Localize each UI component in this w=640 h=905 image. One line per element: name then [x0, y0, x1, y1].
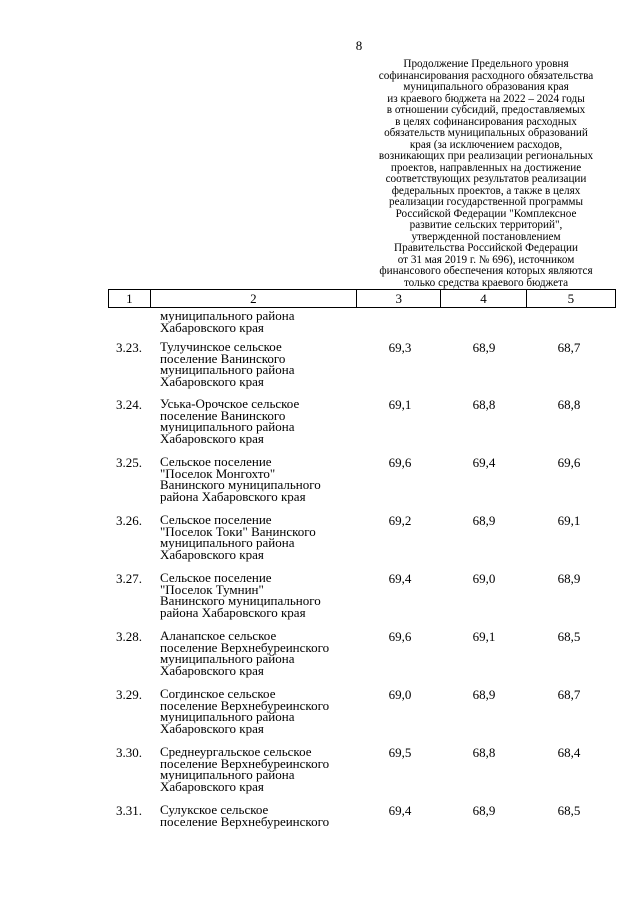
- name-line: "Поселок Монгохто": [160, 465, 276, 481]
- name-line: Хабаровского края: [160, 662, 264, 678]
- value-v3: 69,6: [388, 455, 412, 470]
- settlement-name: [160, 688, 329, 734]
- heading-line: реализации государственной программы: [389, 196, 583, 208]
- heading-line: софинансирования расходного обязательства: [378, 69, 594, 82]
- value-v5: 68,5: [557, 629, 581, 644]
- name-line: поселение Верхнебуреинского: [160, 639, 330, 655]
- table-header-row: [108, 289, 616, 308]
- page-number: 8: [355, 38, 363, 53]
- name-line: поселение Ванинского: [160, 407, 286, 423]
- value-v3: 69,4: [388, 571, 412, 586]
- name-line: Сельское поселение: [160, 512, 272, 527]
- heading-line: утвержденной постановлением: [411, 230, 561, 243]
- table-body: [108, 310, 616, 333]
- name-line: Тулучинское сельское: [160, 339, 282, 354]
- name-line: "Поселок Токи" Ванинского: [160, 523, 316, 539]
- row-number: 3.29.: [116, 687, 142, 702]
- heading-line: края (за исключением расходов,: [409, 138, 563, 151]
- heading-line: Продолжение Предельного уровня: [403, 58, 569, 70]
- value-v3: 69,2: [388, 513, 412, 528]
- settlement-name: [160, 456, 321, 502]
- value-v5: 69,1: [557, 513, 581, 528]
- table-heading: [355, 59, 617, 289]
- name-line: Среднеургальское сельское: [160, 744, 312, 759]
- name-line: поселение Верхнебуреинского: [160, 813, 330, 829]
- name-line: Ванинского муниципального: [160, 593, 321, 608]
- name-line: муниципального района: [160, 419, 295, 434]
- heading-line: Правительства Российской Федерации: [394, 242, 578, 254]
- value-v3: 69,5: [388, 745, 412, 760]
- name-line: муниципального района: [160, 535, 295, 550]
- name-line: Хабаровского края: [160, 373, 264, 389]
- value-v4: 69,1: [472, 629, 496, 644]
- continued-row-name: [160, 310, 616, 333]
- value-v4: 68,8: [472, 397, 496, 412]
- heading-line: Российской Федерации "Комплексное: [395, 207, 577, 220]
- value-v4: 69,0: [472, 571, 496, 586]
- column-header-5: 5: [526, 290, 615, 307]
- name-line: Уська-Орочское сельское: [160, 396, 300, 411]
- column-header-4: 4: [440, 290, 525, 307]
- heading-line: развитие сельских территорий",: [409, 219, 563, 231]
- name-line: Сельское поселение: [160, 570, 272, 585]
- value-v4: 69,4: [472, 455, 496, 470]
- heading-line: возникающих при реализации региональных: [378, 150, 594, 162]
- name-line: поселение Верхнебуреинского: [160, 755, 330, 771]
- value-v4: 68,8: [472, 745, 496, 760]
- name-line: Согдинское сельское: [160, 686, 276, 701]
- value-v4: 68,9: [472, 340, 496, 355]
- column-header-3: 3: [356, 290, 440, 307]
- settlement-name: [160, 572, 321, 618]
- value-v5: 68,7: [557, 340, 581, 355]
- name-line: Сулукское сельское: [160, 802, 269, 817]
- value-v5: 68,5: [557, 803, 581, 818]
- row-number: 3.26.: [116, 513, 142, 528]
- value-v4: 68,9: [472, 687, 496, 702]
- heading-line: в отношении субсидий, предоставляемых: [386, 104, 586, 116]
- heading-line: соответствующих результатов реализации: [385, 173, 587, 185]
- name-line: Ванинского муниципального: [160, 477, 321, 492]
- settlement-name: [160, 746, 329, 792]
- value-v5: 69,6: [557, 455, 581, 470]
- name-line: Хабаровского края: [160, 778, 264, 794]
- value-v5: 68,8: [557, 397, 581, 412]
- name-line: поселение Ванинского: [160, 350, 286, 366]
- heading-line: финансового обеспечения которых являются: [379, 265, 593, 277]
- heading-line: обязательств муниципальных образований: [384, 127, 588, 139]
- row-number: 3.27.: [116, 571, 142, 586]
- value-v3: 69,3: [388, 340, 412, 355]
- row-number: 3.24.: [116, 397, 142, 412]
- heading-line: муниципального образования края: [403, 81, 569, 93]
- name-line: Хабаровского края: [160, 430, 264, 446]
- settlement-name: [160, 514, 316, 560]
- heading-line: в целях софинансирования расходных: [395, 115, 577, 128]
- heading-line: федеральных проектов, а также в целях: [391, 184, 581, 197]
- name-line: поселение Верхнебуреинского: [160, 697, 330, 713]
- row-number: 3.28.: [116, 629, 142, 644]
- value-v5: 68,9: [557, 571, 581, 586]
- value-v3: 69,0: [388, 687, 412, 702]
- value-v3: 69,1: [388, 397, 412, 412]
- value-v4: 68,9: [472, 803, 496, 818]
- name-line: района Хабаровского края: [160, 604, 306, 620]
- row-number: 3.25.: [116, 455, 142, 470]
- column-header-2: 2: [150, 290, 356, 307]
- row-number: 3.31.: [116, 803, 142, 818]
- name-line: муниципального района: [160, 709, 295, 724]
- settlement-name: [160, 341, 294, 387]
- settlement-name: [160, 630, 329, 676]
- name-line: муниципального района: [160, 308, 295, 323]
- value-v3: 69,4: [388, 803, 412, 818]
- value-v4: 68,9: [472, 513, 496, 528]
- row-number: 3.30.: [116, 745, 142, 760]
- heading-line: из краевого бюджета на 2022 – 2024 годы: [387, 92, 585, 105]
- name-line: "Поселок Тумнин": [160, 581, 264, 597]
- value-v3: 69,6: [388, 629, 412, 644]
- name-line: Аланапское сельское: [160, 628, 277, 643]
- settlement-name: [160, 804, 329, 827]
- name-line: Сельское поселение: [160, 454, 272, 469]
- value-v5: 68,7: [557, 687, 581, 702]
- row-number: 3.23.: [116, 340, 142, 355]
- column-header-1: 1: [126, 291, 133, 306]
- name-line: муниципального района: [160, 362, 295, 377]
- name-line: Хабаровского края: [160, 546, 264, 562]
- name-line: района Хабаровского края: [160, 488, 306, 504]
- heading-line: только средства краевого бюджета: [403, 276, 569, 289]
- name-line: муниципального района: [160, 651, 295, 666]
- name-line: муниципального района: [160, 767, 295, 782]
- heading-line: проектов, направленных на достижение: [390, 161, 582, 174]
- heading-line: от 31 мая 2019 г. № 696), источником: [397, 253, 575, 266]
- name-line: Хабаровского края: [160, 319, 264, 335]
- name-line: Хабаровского края: [160, 720, 264, 736]
- settlement-name: [160, 398, 299, 444]
- value-v5: 68,4: [557, 745, 581, 760]
